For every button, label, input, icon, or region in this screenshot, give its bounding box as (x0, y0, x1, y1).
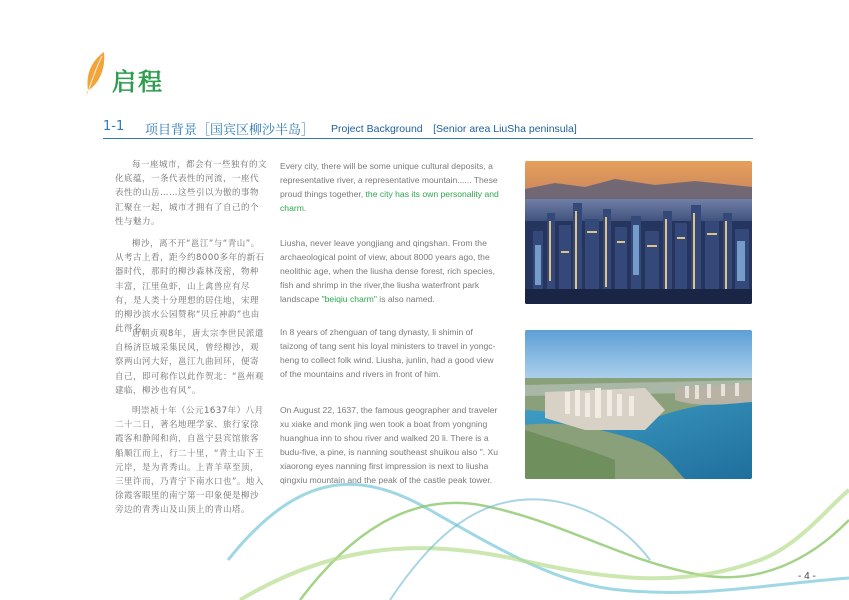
section-number: 1-1 (103, 119, 125, 134)
paragraph-en-3 (280, 325, 500, 381)
paragraph-zh-2: 柳沙，离不开“邕江”与“青山”。从考古上看，距今约8000多年的新石器时代，那时的柳沙森林茂密，物种丰富，江里鱼虾，山上禽兽应有尽有，是人类十分理想的居住地，宋理的柳沙滨水公园赞称“贝丘神韵”也由此得名。 (115, 239, 265, 335)
feather-icon (82, 50, 110, 98)
section-divider (103, 138, 753, 139)
paragraph-text: Liusha, never leave yongjiang and qingshan. From the archaeological point of view, about 8000 years ago, the neolithic age, when the liusha dense forest, rich species, fish and shrimp in the river,the liusha waterfront park landscape (280, 238, 495, 304)
section-title-zh: 项目背景［国宾区柳沙半岛］ (145, 123, 315, 138)
river-peninsula-aerial-photo (525, 330, 752, 479)
paragraph-en-1 (280, 159, 500, 215)
paragraph-text-after: is also named. (376, 294, 435, 304)
paragraph-zh-3: 唐朝贞观8年，唐太宗李世民派遣自杨济臣城采集民风，曾经柳沙，观察两山河大好，邕江九曲回环，便寄自己，即可称作以此作贺北：“邕州观建临，柳沙也有风”。 (115, 329, 264, 396)
paragraph-zh-1: 每一座城市，都会有一些独有的文化底蕴，一条代表性的河流，一座代表性的山岳……这些引以为傲的事物汇聚在一起，城市才拥有了自己的个性与魅力。 (115, 160, 268, 227)
section-heading (103, 116, 753, 140)
paragraph-en-2 (280, 236, 500, 306)
page-title: 启程 (112, 68, 164, 96)
paragraph-en-4 (280, 403, 500, 487)
paragraph-zh-4: 明崇祯十年（公元1637年）八月二十二日，著名地理学家、旅行家徐霞客和静闻和尚，自邕宁县宾馆旅客船顺江而上，行二十里，“青土山下王元岸，是为青秀山。上青羊草至顶，三里许而，乃青宁下南水口也”。地入徐霞客眼里的南宁第一印象便是柳沙旁边的青秀山及山顶上的青山塔。 (115, 406, 264, 516)
paragraph-text: On August 22, 1637, the famous geographer and traveler xu xiake and monk jing wen took a boat from yongning huanghua inn to shou river and walked 20 li. There is a budu-five, a pine, is nanning southeast shuikou also ". Xu xiaorong eyes nanning first impression is next to liusha qingxiu mountain and the peak of the castle peak tower. (280, 405, 499, 485)
section-title-en: Project Background [Senior area LiuSha peninsula] (331, 123, 577, 135)
page-number: - 4 - (798, 571, 816, 582)
paragraph-text: Every city, there will be some unique cultural deposits, a representative river, a representative mountain...... These proud things together, (280, 161, 498, 199)
paragraph-highlight: "beiqiu charm" (321, 294, 377, 304)
city-night-skyline-photo (525, 161, 752, 304)
paragraph-text: In 8 years of zhenguan of tang dynasty, li shimin of taizong of tang sent his loyal ministers to travel in yongc-heng to collect folk wind. Liusha, junlin, had a good view of the mountains and rivers in front of him. (280, 327, 496, 379)
paragraph-highlight: the city has its own personality and charm. (280, 189, 499, 213)
